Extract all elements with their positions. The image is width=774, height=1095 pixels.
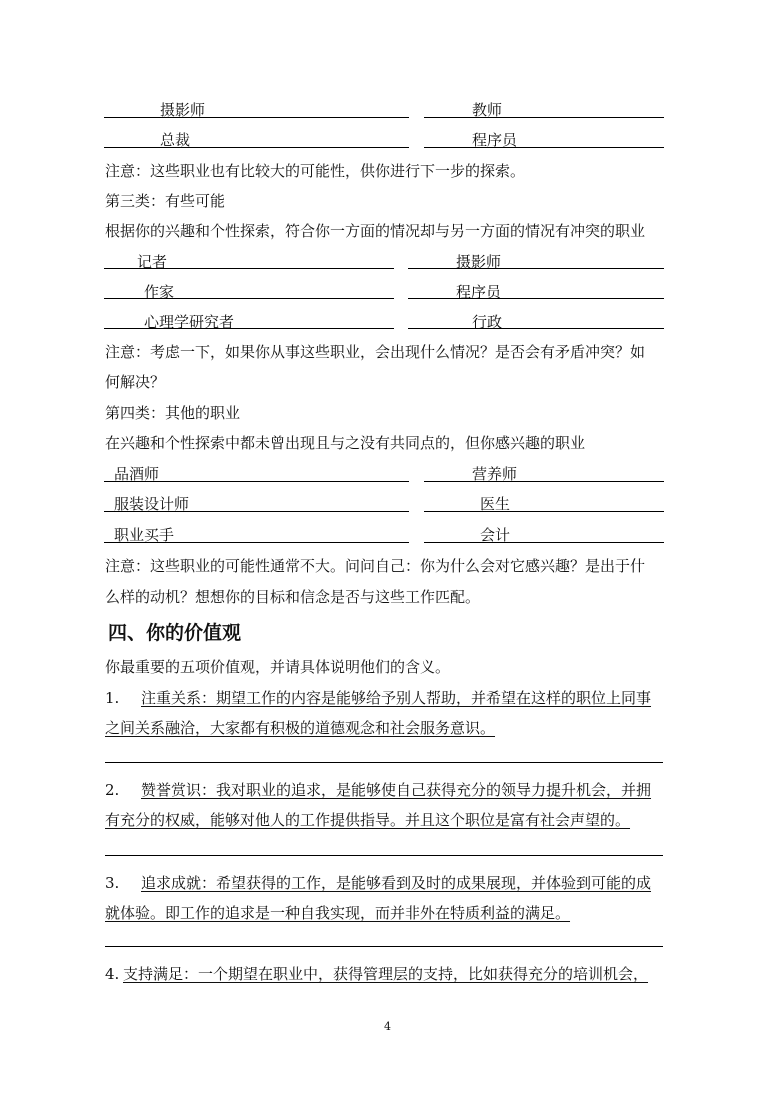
cat3-note-line1: 注意：考虑一下，如果你从事这些职业，会出现什么情况？是否会有矛盾冲突？如	[105, 343, 646, 361]
underline	[424, 117, 664, 118]
cat2-note: 注意：这些职业也有比较大的可能性，供你进行下一步的探索。	[105, 162, 526, 180]
underline	[104, 298, 394, 299]
underline	[424, 542, 664, 543]
value-number: 2.	[105, 781, 120, 799]
value-line: 注重关系：期望工作的内容是能够给予别人帮助，并希望在这样的职位上同事	[141, 689, 652, 707]
job-right: 营养师	[472, 465, 518, 483]
job-left: 品酒师	[114, 465, 160, 483]
job-right: 行政	[472, 313, 503, 331]
underline	[104, 328, 394, 329]
job-left: 服装设计师	[114, 495, 190, 513]
job-left: 总裁	[160, 131, 191, 149]
underline	[408, 328, 664, 329]
cat4-note-line1: 注意：这些职业的可能性通常不大。问问自己：你为什么会对它感兴趣？是出于什	[105, 557, 646, 575]
job-right: 教师	[472, 101, 503, 119]
page-number: 4	[384, 1020, 391, 1033]
value-line: 有充分的权威，能够对他人的工作提供指导。并且这个职位是富有社会声望的。	[105, 811, 631, 829]
value-number: 1.	[105, 689, 120, 707]
answer-line	[105, 762, 663, 763]
underline	[104, 117, 409, 118]
underline	[424, 511, 664, 512]
job-right: 医生	[480, 495, 511, 513]
answer-line	[105, 855, 663, 856]
cat4-note-line2: 么样的动机？想想你的目标和信念是否与这些工作匹配。	[105, 588, 481, 606]
value-line: 支持满足：一个期望在职业中，获得管理层的支持，比如获得充分的培训机会，	[123, 965, 649, 983]
job-right: 程序员	[456, 283, 502, 301]
job-left: 记者	[137, 253, 168, 271]
job-left: 摄影师	[160, 101, 206, 119]
values-intro: 你最重要的五项价值观，并请具体说明他们的含义。	[105, 658, 451, 676]
answer-line	[105, 946, 663, 947]
underline	[424, 147, 664, 148]
value-number: 4.	[105, 965, 120, 983]
job-left: 职业买手	[114, 526, 175, 544]
job-left: 心理学研究者	[144, 313, 235, 331]
underline	[408, 298, 664, 299]
cat3-note-line2: 何解决？	[105, 373, 166, 391]
underline	[408, 268, 664, 269]
cat3-desc: 根据你的兴趣和个性探索，符合你一方面的情况却与另一方面的情况有冲突的职业	[105, 222, 646, 240]
value-line: 赞誉赏识：我对职业的追求，是能够使自己获得充分的领导力提升机会，并拥	[141, 781, 652, 799]
underline	[104, 542, 409, 543]
job-left: 作家	[144, 283, 175, 301]
job-right: 摄影师	[456, 253, 502, 271]
section-heading: 四、你的价值观	[108, 622, 242, 644]
value-number: 3.	[105, 874, 120, 892]
value-line: 追求成就：希望获得的工作，是能够看到及时的成果展现，并体验到可能的成	[141, 874, 652, 892]
underline	[104, 147, 409, 148]
job-right: 会计	[480, 526, 511, 544]
underline	[104, 268, 394, 269]
cat3-title: 第三类：有些可能	[105, 192, 226, 210]
underline	[104, 511, 409, 512]
underline	[424, 481, 664, 482]
value-line: 就体验。即工作的追求是一种自我实现，而并非外在特质利益的满足。	[105, 904, 571, 922]
value-line: 之间关系融洽，大家都有积极的道德观念和社会服务意识。	[105, 719, 496, 737]
cat4-desc: 在兴趣和个性探索中都未曾出现且与之没有共同点的，但你感兴趣的职业	[105, 434, 586, 452]
underline	[104, 481, 409, 482]
job-right: 程序员	[472, 131, 518, 149]
cat4-title: 第四类：其他的职业	[105, 404, 241, 422]
